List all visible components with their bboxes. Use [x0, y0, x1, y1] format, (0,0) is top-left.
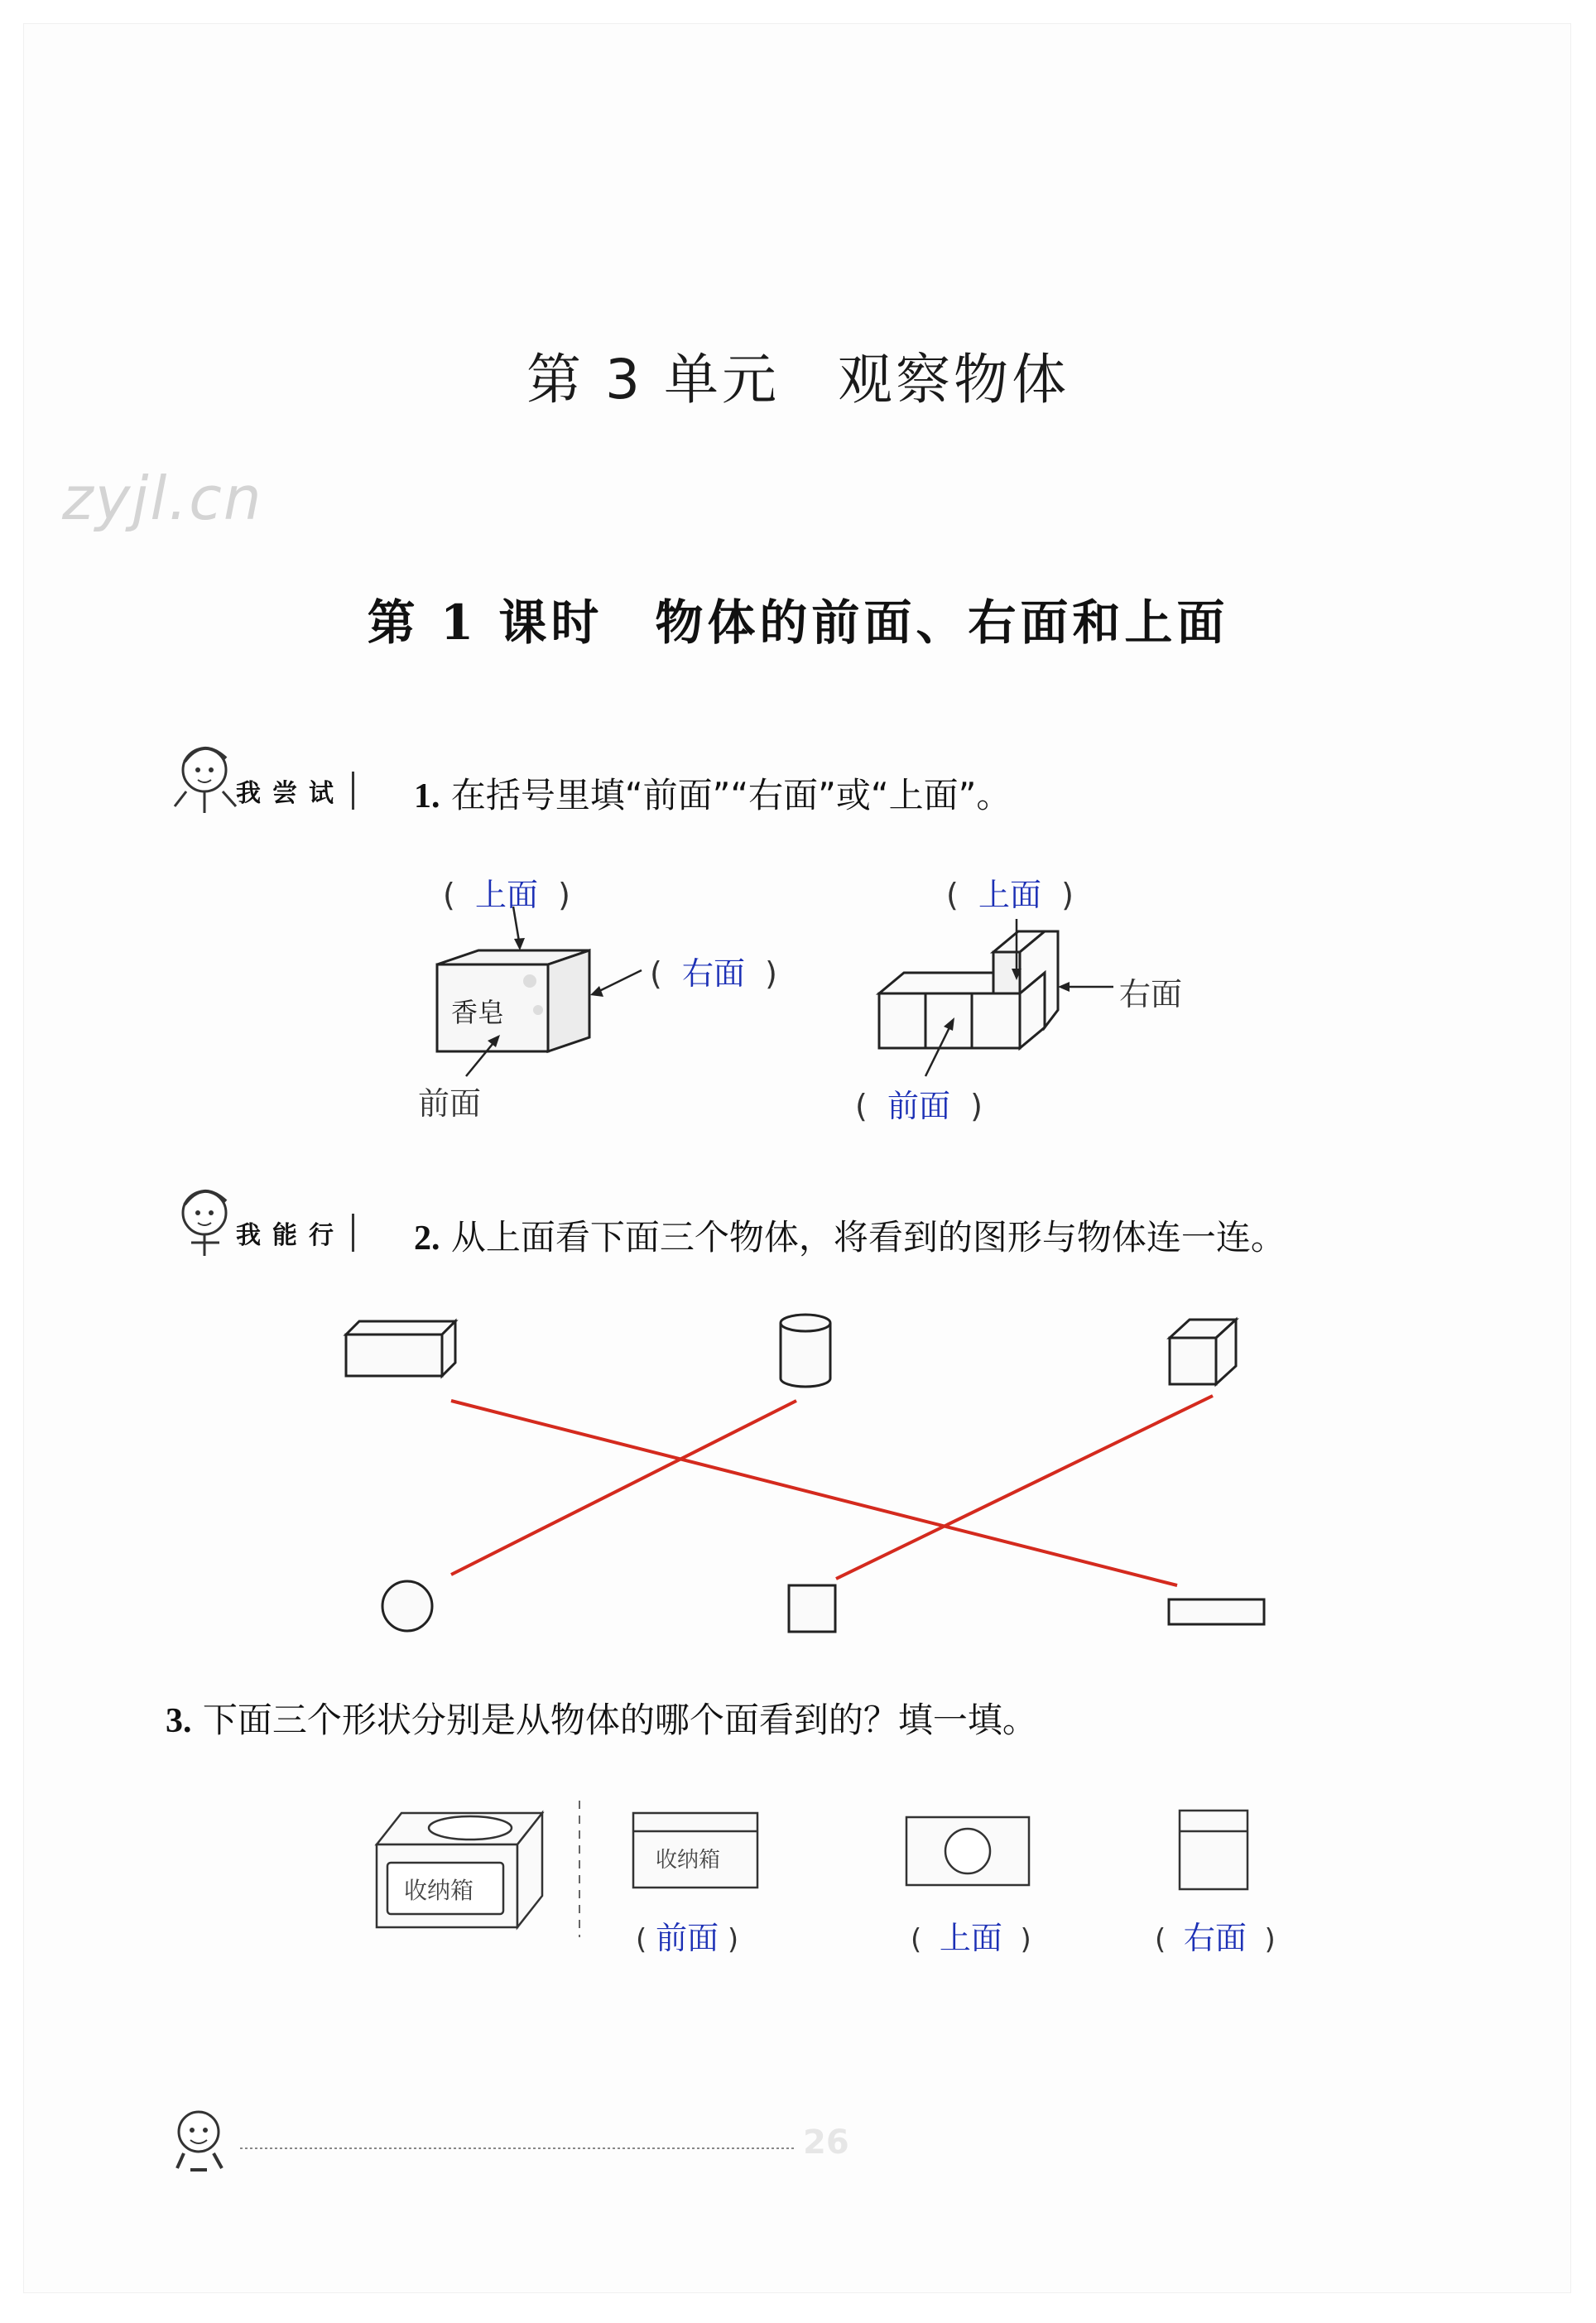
- storage-box-figure: [377, 1813, 542, 1927]
- soap-box-text: 香皂: [451, 997, 505, 1028]
- soap-right-answer: 右面: [681, 955, 745, 992]
- view-top-blank: ( 上面 ): [911, 1920, 1031, 1956]
- soap-top-answer: 上面: [474, 877, 538, 913]
- soap-front-label: 前面: [418, 1085, 482, 1122]
- view-front-text: 收纳箱: [656, 1848, 721, 1873]
- view-right: [1180, 1811, 1247, 1889]
- blocks-top-blank: ( 上面 ): [946, 877, 1074, 913]
- view-top-answer: 上面: [939, 1920, 1002, 1956]
- mascot-icon: [183, 1191, 226, 1256]
- question-1: [414, 768, 1011, 818]
- question-2-number: 2.: [414, 1219, 440, 1258]
- question-3: [166, 1693, 1037, 1743]
- unit-title: 第 3 单元 观察物体: [526, 348, 1070, 411]
- question-2: [414, 1210, 1286, 1260]
- lesson-title: 第 1 课时 物体的前面、右面和上面: [367, 594, 1229, 651]
- view-front-answer: 前面: [656, 1920, 719, 1956]
- storage-box-text: 收纳箱: [404, 1877, 474, 1904]
- match-line: [451, 1401, 1177, 1585]
- view-front-blank: ( 前面 ): [636, 1920, 739, 1956]
- object-cylinder: [781, 1315, 830, 1387]
- match-line: [451, 1401, 796, 1575]
- badge-can-do: [236, 1214, 354, 1252]
- blocks-right-label: 右面: [1119, 976, 1183, 1012]
- question-3-number: 3.: [166, 1702, 192, 1740]
- blocks-front-blank: ( 前面 ): [855, 1088, 983, 1124]
- soap-top-blank: ( 上面 ): [443, 877, 570, 913]
- view-right-blank: ( 右面 ): [1155, 1920, 1276, 1956]
- shape-circle: [382, 1581, 432, 1631]
- object-cuboid: [346, 1321, 455, 1376]
- blocks-figure: [879, 931, 1058, 1048]
- footer-mascot-icon: [177, 2112, 222, 2170]
- shape-square: [789, 1585, 835, 1632]
- question-2-prompt: 从上面看下面三个物体，将看到的图形与物体连一连。: [450, 1217, 1286, 1258]
- question-1-prompt: 在括号里填“前面”“右面”或“上面”。: [450, 775, 1012, 815]
- mascot-icon: [175, 748, 236, 813]
- view-top: [906, 1817, 1029, 1885]
- shape-rectangle: [1169, 1599, 1264, 1624]
- question-1-number: 1.: [414, 777, 440, 815]
- object-cube: [1170, 1320, 1236, 1384]
- view-right-answer: 右面: [1183, 1920, 1247, 1956]
- badge-try-label: 我尝试: [236, 779, 345, 808]
- match-line: [836, 1396, 1213, 1579]
- soap-right-blank: ( 右面 ): [650, 955, 777, 992]
- badge-divider: [352, 772, 354, 810]
- page-number: 26: [803, 2123, 849, 2162]
- blocks-top-answer: 上面: [978, 877, 1041, 913]
- blocks-front-answer: 前面: [887, 1088, 950, 1124]
- badge-try: [236, 772, 354, 810]
- badge-divider: [352, 1214, 354, 1252]
- badge-can-do-label: 我能行: [236, 1221, 345, 1250]
- watermark: zyjl.cn: [62, 464, 263, 533]
- question-3-prompt: 下面三个形状分别是从物体的哪个面看到的？填一填。: [202, 1700, 1037, 1740]
